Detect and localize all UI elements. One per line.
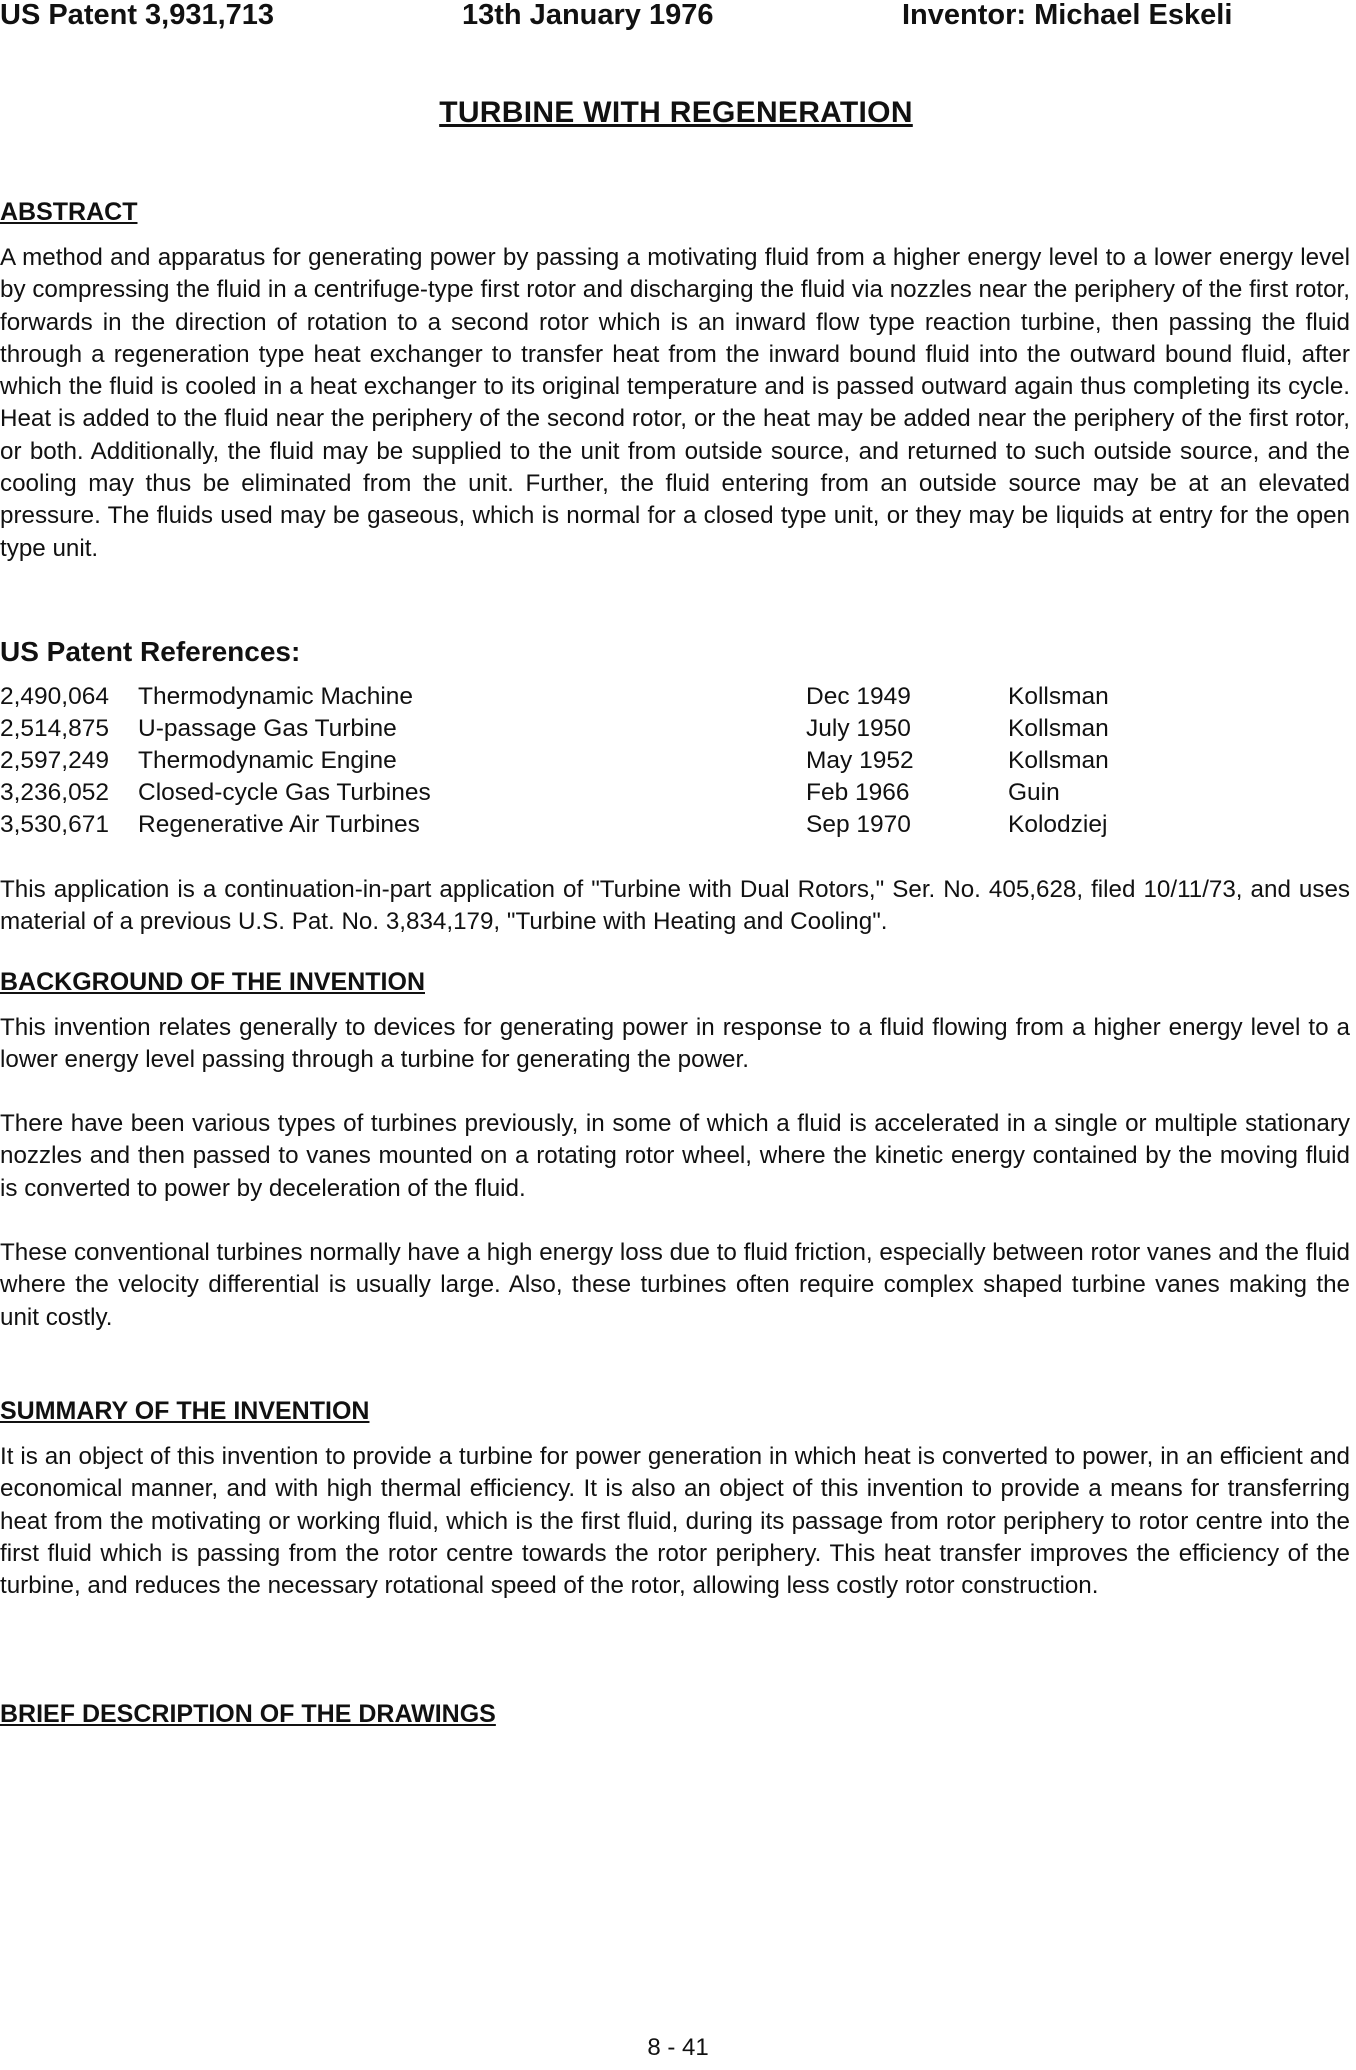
reference-inventor: Guin xyxy=(1008,779,1060,806)
reference-row xyxy=(0,713,1356,745)
abstract-heading: ABSTRACT xyxy=(0,198,138,226)
drawings-heading: BRIEF DESCRIPTION OF THE DRAWINGS xyxy=(0,1700,496,1728)
reference-row xyxy=(0,809,1356,841)
summary-text: It is an object of this invention to provide a turbine for power generation in which heat is converted to power, in an efficient and economical manner, and with high thermal efficiency. It is also an object of this invention to provide a means for transferring heat from the motivating or working fluid, which is the first fluid, during its passage from rotor periphery to rotor centre into the first fluid which is passing from the rotor centre towards the rotor periphery. This heat transfer improves the efficiency of the turbine, and reduces the necessary rotational speed of the rotor, allowing less costly rotor construction. xyxy=(0,1443,1350,1600)
reference-title: U-passage Gas Turbine xyxy=(138,715,397,742)
page-number: 8 - 41 xyxy=(647,2034,709,2061)
reference-title: Closed-cycle Gas Turbines xyxy=(138,779,431,806)
background-paragraph-1: This invention relates generally to devices for generating power in response to a fluid flowing from a higher energy level to a lower energy level passing through a turbine for generating the power. xyxy=(0,1014,1350,1074)
reference-row xyxy=(0,777,1356,809)
header-inventor: Inventor: Michael Eskeli xyxy=(902,0,1233,31)
page-header xyxy=(0,0,1356,36)
reference-number: 3,530,671 xyxy=(0,811,109,838)
reference-date: Sep 1970 xyxy=(806,811,911,838)
reference-inventor: Kollsman xyxy=(1008,715,1109,742)
reference-title: Thermodynamic Engine xyxy=(138,747,397,774)
reference-date: Dec 1949 xyxy=(806,683,911,710)
continuation-note: This application is a continuation-in-part application of "Turbine with Dual Rotors," Ser. No. 405,628, filed 10/11/73, and uses material of a previous U.S. Pat. No. 3,834,179, "Turbine with Heating and Cooling". xyxy=(0,876,1350,936)
background-paragraph-3: These conventional turbines normally have a high energy loss due to fluid friction, especially between rotor vanes and the fluid where the velocity differential is usually large. Also, these turbines often require complex shaped turbine vanes making the unit costly. xyxy=(0,1239,1350,1331)
reference-number: 2,597,249 xyxy=(0,747,109,774)
reference-title: Thermodynamic Machine xyxy=(138,683,414,710)
reference-date: Feb 1966 xyxy=(806,779,910,806)
reference-date: July 1950 xyxy=(806,715,911,742)
references-heading: US Patent References: xyxy=(0,636,301,667)
document-title: TURBINE WITH REGENERATION xyxy=(439,96,913,129)
header-patent-number: US Patent 3,931,713 xyxy=(0,0,275,31)
reference-date: May 1952 xyxy=(806,747,914,774)
background-paragraph-2: There have been various types of turbines previously, in some of which a fluid is accelerated in a single or multiple stationary nozzles and then passed to vanes mounted on a rotating rotor wheel, where the kinetic energy contained by the moving fluid is converted to power by deceleration of the fluid. xyxy=(0,1110,1350,1202)
abstract-text: A method and apparatus for generating power by passing a motivating fluid from a higher energy level to a lower energy level by compressing the fluid in a centrifuge-type first rotor and discharging the fluid via nozzles near the periphery of the first rotor, forwards in the direction of rotation to a second rotor which is an inward flow type reaction turbine, then passing the fluid through a regeneration type heat exchanger to transfer heat from the inward bound fluid into the outward bound fluid, after which the fluid is cooled in a heat exchanger to its original temperature and is passed outward again thus completing its cycle. Heat is added to the fluid near the periphery of the second rotor, or the heat may be added near the periphery of the first rotor, or both. Additionally, the fluid may be supplied to the unit from outside source, and returned to such outside source, and the cooling may thus be eliminated from the unit. Further, the fluid entering from an outside source may be at an elevated pressure. The fluids used may be gaseous, which is normal for a closed type unit, or they may be liquids at entry for the open type unit. xyxy=(0,244,1350,562)
reference-inventor: Kollsman xyxy=(1008,747,1109,774)
background-heading: BACKGROUND OF THE INVENTION xyxy=(0,968,425,996)
header-date: 13th January 1976 xyxy=(462,0,714,31)
summary-heading: SUMMARY OF THE INVENTION xyxy=(0,1397,370,1425)
reference-row xyxy=(0,681,1356,713)
reference-inventor: Kollsman xyxy=(1008,683,1109,710)
reference-inventor: Kolodziej xyxy=(1008,811,1108,838)
reference-number: 3,236,052 xyxy=(0,779,109,806)
reference-number: 2,490,064 xyxy=(0,683,109,710)
reference-title: Regenerative Air Turbines xyxy=(138,811,420,838)
reference-number: 2,514,875 xyxy=(0,715,109,742)
reference-row xyxy=(0,745,1356,777)
